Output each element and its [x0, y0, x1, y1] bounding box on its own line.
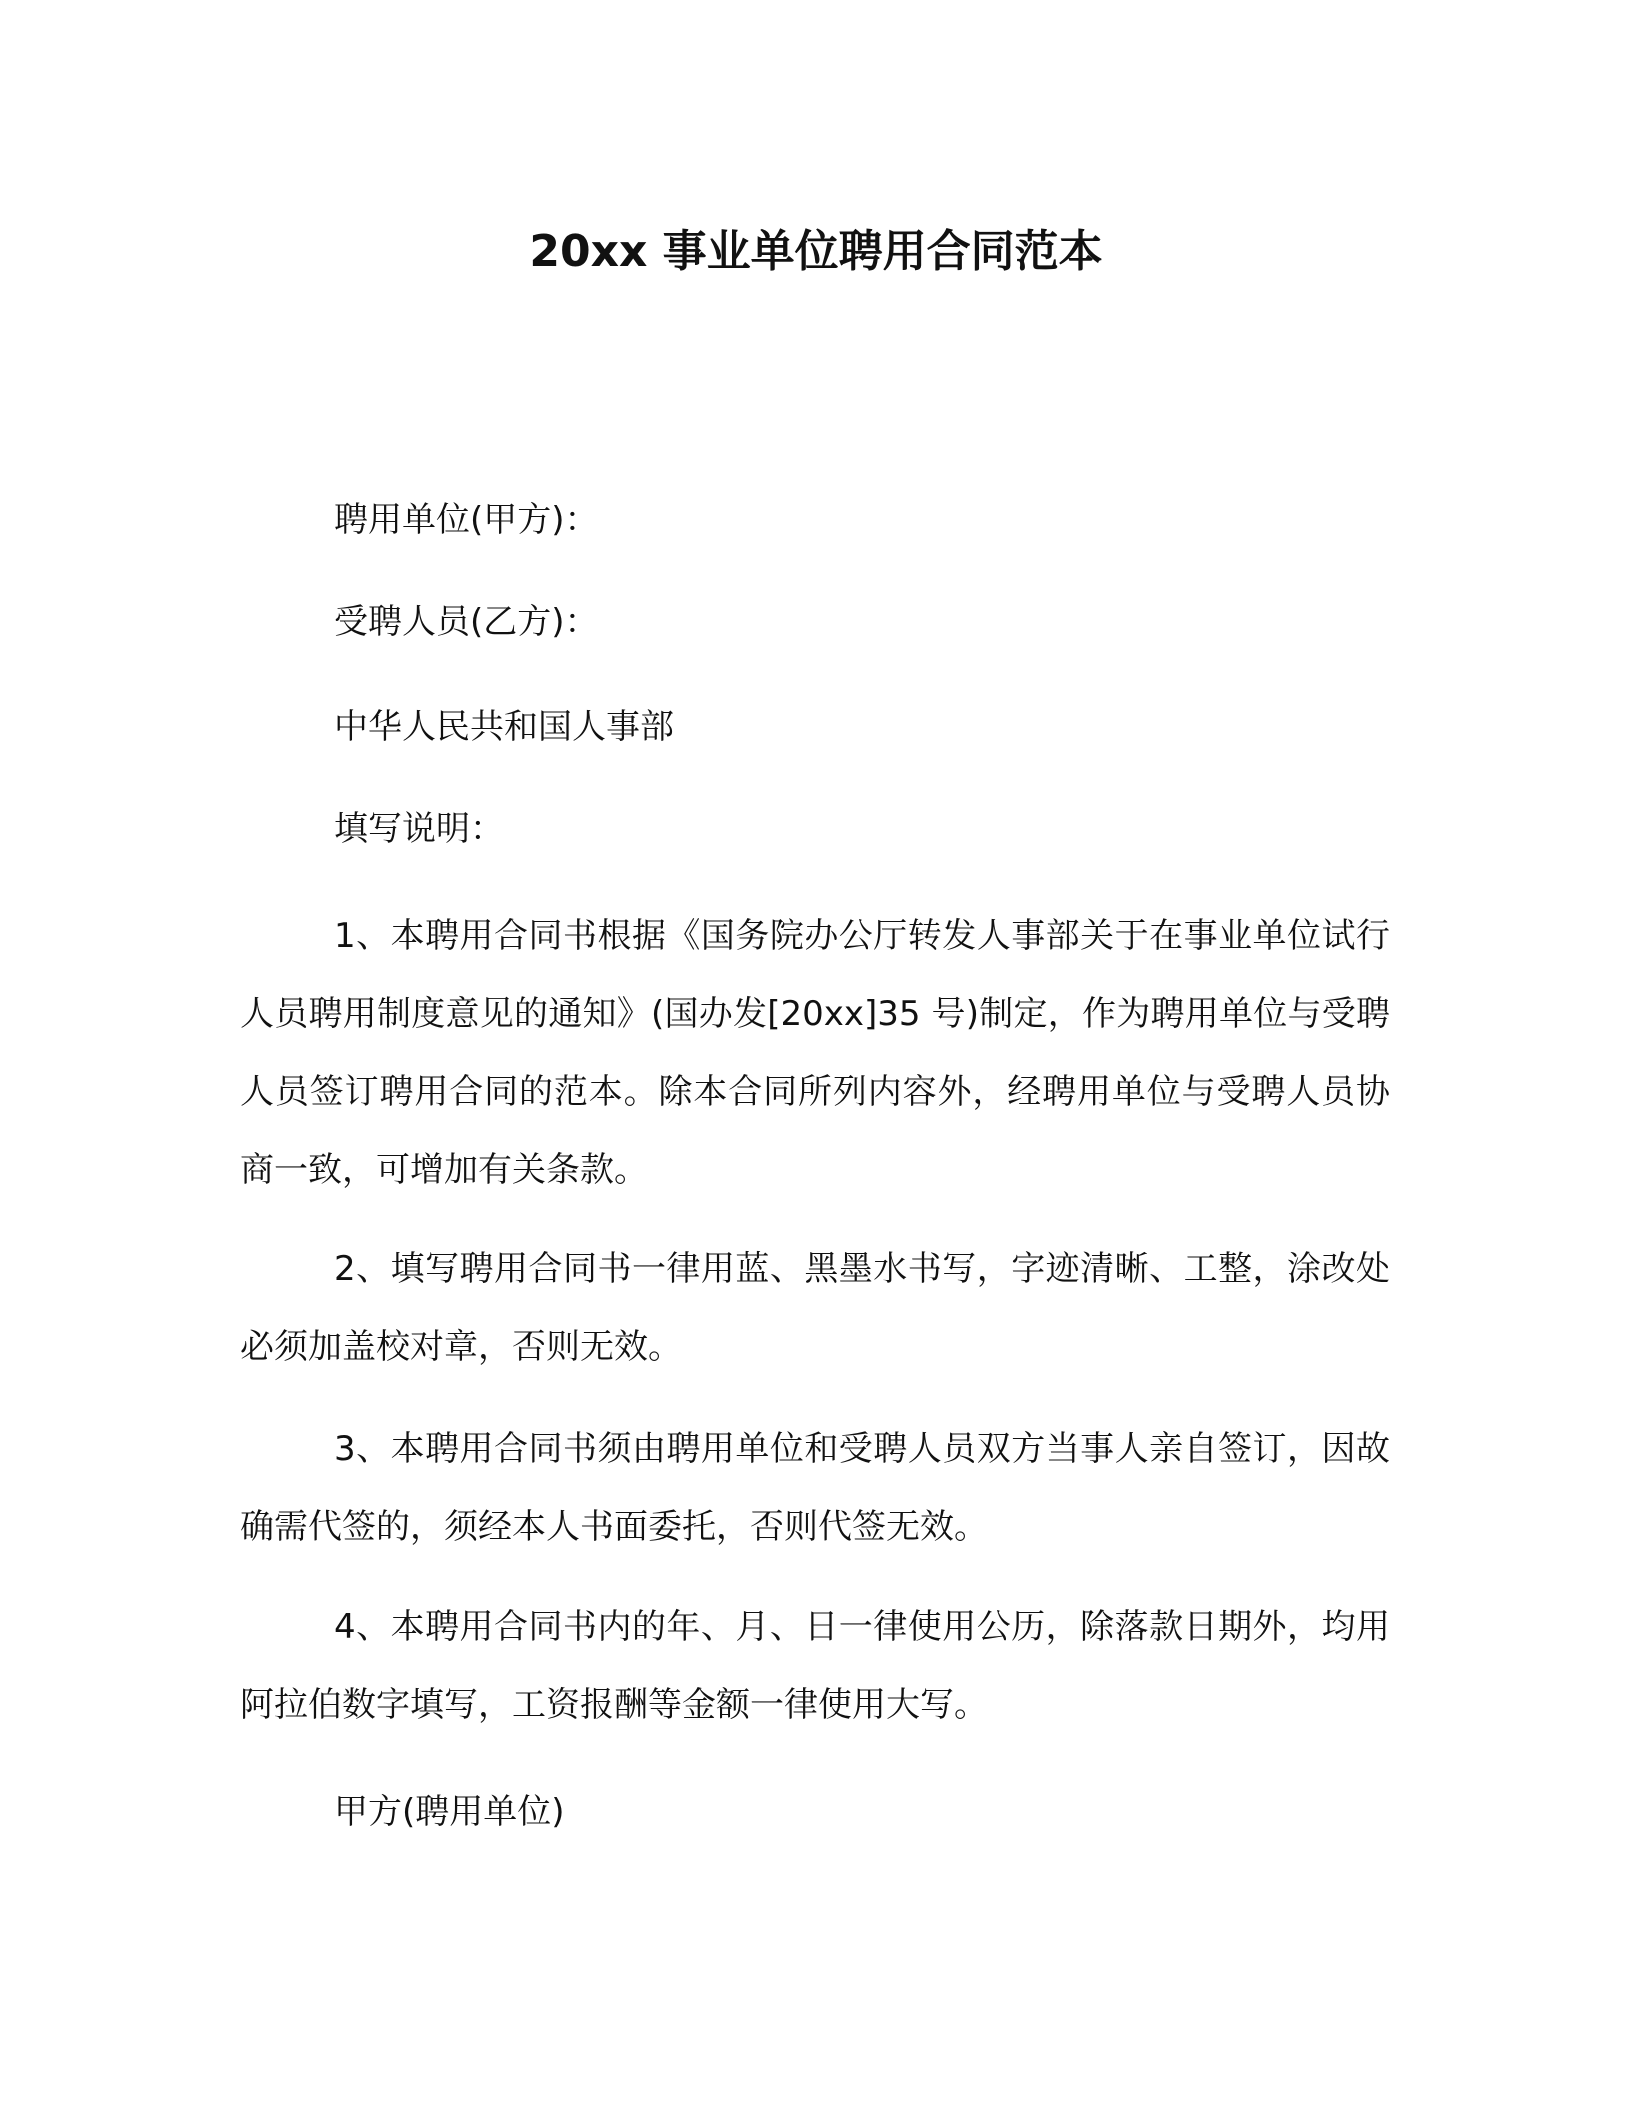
- employee-field-label: 受聘人员(乙方)：: [334, 602, 599, 642]
- ministry-name: 中华人民共和国人事部: [334, 707, 674, 747]
- instructions-heading: 填写说明：: [334, 809, 504, 849]
- document-title: 20xx 事业单位聘用合同范本: [529, 226, 1103, 277]
- employer-field-label: 聘用单位(甲方)：: [334, 500, 599, 540]
- instruction-item-3: 3、本聘用合同书须由聘用单位和受聘人员双方当事人亲自签订，因故确需代签的，须经本人书面委托，否则代签无效。: [240, 1429, 1390, 1547]
- instruction-item-1: 1、本聘用合同书根据《国务院办公厅转发人事部关于在事业单位试行人员聘用制度意见的通知》(国办发[20xx]35 号)制定，作为聘用单位与受聘人员签订聘用合同的范本。除本合同所列内容外，经聘用单位与受聘人员协商一致，可增加有关条款。: [240, 916, 1390, 1190]
- party-a-label: 甲方(聘用单位): [334, 1792, 565, 1832]
- instruction-item-2: 2、填写聘用合同书一律用蓝、黑墨水书写，字迹清晰、工整，涂改处必须加盖校对章，否则无效。: [240, 1249, 1390, 1367]
- instruction-item-4: 4、本聘用合同书内的年、月、日一律使用公历，除落款日期外，均用阿拉伯数字填写，工资报酬等金额一律使用大写。: [240, 1607, 1390, 1725]
